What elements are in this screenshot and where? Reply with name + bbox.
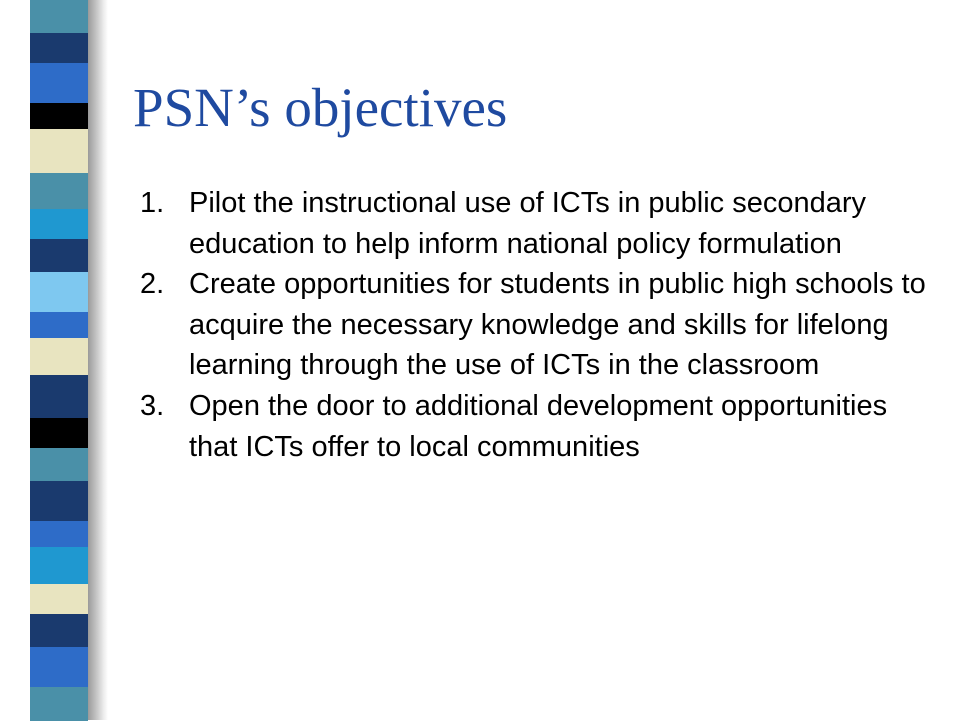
objective-text: Create opportunities for students in public high schools to acquire the necessary knowledge and skills for lifelong learning through the use of ICTs in the classroom — [189, 268, 926, 382]
stripe-block — [30, 129, 88, 173]
stripe-block — [30, 375, 88, 419]
stripe-block — [30, 33, 88, 63]
stripe-block — [30, 209, 88, 239]
stripe-block — [30, 647, 88, 687]
stripe-bar-shadow — [88, 0, 108, 720]
stripe-block — [30, 338, 88, 375]
objectives-list — [140, 183, 940, 467]
stripe-block — [30, 239, 88, 273]
stripe-block — [30, 173, 88, 210]
stripe-block — [30, 448, 88, 482]
objective-number: 1. — [140, 187, 165, 219]
stripe-block — [30, 0, 88, 34]
stripe-block — [30, 614, 88, 648]
objective-text: Pilot the instructional use of ICTs in public secondary education to help inform national policy formulation — [189, 187, 867, 260]
objective-number: 3. — [140, 389, 165, 422]
decorative-stripe-bar — [30, 0, 88, 720]
stripe-block — [30, 687, 88, 721]
objective-item — [140, 183, 940, 264]
stripe-block — [30, 584, 88, 614]
stripe-block — [30, 547, 88, 584]
objective-text: Open the door to additional development opportunities that ICTs offer to local communities — [189, 389, 888, 463]
slide-title: PSN’s objectives — [133, 77, 508, 138]
stripe-block — [30, 103, 88, 130]
objective-number: 2. — [140, 268, 165, 301]
stripe-block — [30, 63, 88, 103]
stripe-block — [30, 481, 88, 521]
objective-item — [140, 264, 940, 386]
stripe-block — [30, 521, 88, 548]
stripe-block — [30, 418, 88, 448]
stripe-block — [30, 272, 88, 312]
stripe-block — [30, 312, 88, 339]
objective-item — [140, 386, 940, 467]
